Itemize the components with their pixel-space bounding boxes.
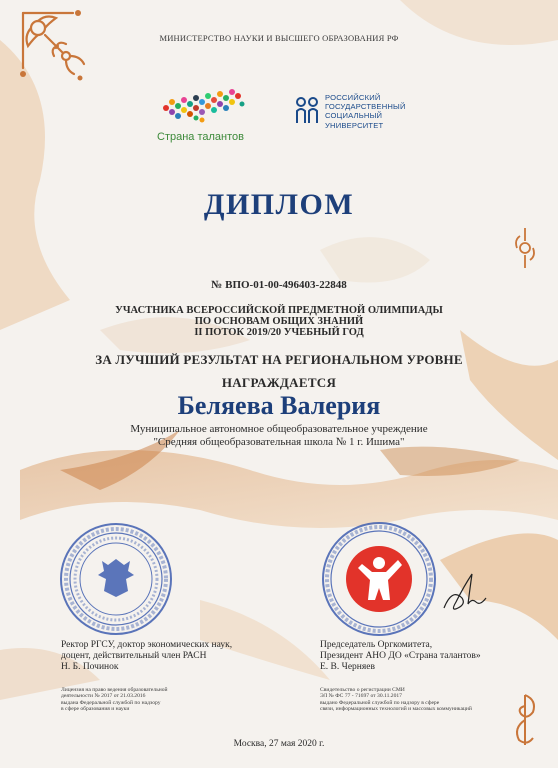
competition-line: ПО ОСНОВАМ ОБЩИХ ЗНАНИЙ [194, 316, 364, 327]
ministry-header: МИНИСТЕРСТВО НАУКИ И ВЫСШЕГО ОБРАЗОВАНИЯ РФ [159, 33, 399, 43]
left-signatory-line: Н. Б. Починок [61, 662, 119, 673]
rgsu-logo-line: УНИВЕРСИТЕТ [325, 120, 384, 130]
right-signatory [320, 640, 481, 674]
corner-ornament [18, 8, 88, 88]
media-registration-line: Свидетельство о регистрации СМИ [320, 687, 405, 693]
side-ornament [514, 226, 536, 270]
media-registration-line: ЭЛ № ФС 77 - 71697 от 30.11.2017 [320, 693, 402, 700]
competition-line: УЧАСТНИКА ВСЕРОССИЙСКОЙ ПРЕДМЕТНОЙ ОЛИМПИАДЫ [115, 305, 443, 316]
school-name [0, 423, 558, 449]
license-line: деятельности № 2017 от 21.03.2016 [61, 693, 146, 700]
diploma-number: № ВПО-01-00-496403-22848 [211, 279, 347, 291]
media-registration-line: связи, информационных технологий и массовых коммуникаций [320, 706, 472, 713]
license-line: в сфере образования и науки [61, 706, 130, 713]
right-signatory-line: Президент АНО ДО «Страна талантов» [320, 651, 481, 662]
competition-description [0, 305, 558, 338]
rgsu-logo-icon [294, 95, 320, 125]
rgsu-logo-line: СОЦИАЛЬНЫЙ [325, 111, 383, 121]
media-registration-line: выдано Федеральной службой по надзору в сфере [320, 699, 440, 706]
university-stamp [58, 521, 174, 637]
rgsu-logo-text [325, 93, 406, 130]
media-registration-info [320, 687, 472, 713]
left-signatory-line: доцент, действительный член РАСН [61, 651, 207, 662]
school-line: Муниципальное автономное общеобразовательное учреждение [130, 423, 428, 435]
left-signatory-line: Ректор РГСУ, доктор экономических наук, [61, 640, 233, 650]
strana-talantov-logo-icon [158, 80, 248, 130]
orgcommittee-stamp [320, 520, 438, 638]
strana-talantov-logo-text: Страна талантов [157, 131, 244, 143]
award-reason: ЗА ЛУЧШИЙ РЕЗУЛЬТАТ НА РЕГИОНАЛЬНОМ УРОВНЕ [95, 352, 463, 367]
awarded-label: НАГРАЖДАЕТСЯ [221, 375, 337, 390]
diploma-title: ДИПЛОМ [203, 188, 355, 221]
license-line: Лицензия на право ведения образовательной [61, 687, 168, 693]
school-line: "Средняя общеобразовательная школа № 1 г. Ишима" [153, 436, 405, 448]
signature [440, 568, 490, 618]
rgsu-logo-line: РОССИЙСКИЙ [325, 93, 381, 102]
issue-date: Москва, 27 мая 2020 г. [233, 739, 325, 749]
license-info [61, 687, 168, 713]
left-signatory [61, 640, 232, 674]
license-line: выдана Федеральной службой по надзору [61, 699, 161, 706]
rgsu-logo-line: ГОСУДАРСТВЕННЫЙ [325, 102, 406, 112]
right-signatory-line: Е. В. Черняев [320, 662, 375, 673]
competition-line: II ПОТОК 2019/20 УЧЕБНЫЙ ГОД [194, 327, 364, 338]
right-signatory-line: Председатель Оргкомитета, [320, 640, 433, 650]
recipient-name: Беляева Валерия [177, 391, 381, 420]
